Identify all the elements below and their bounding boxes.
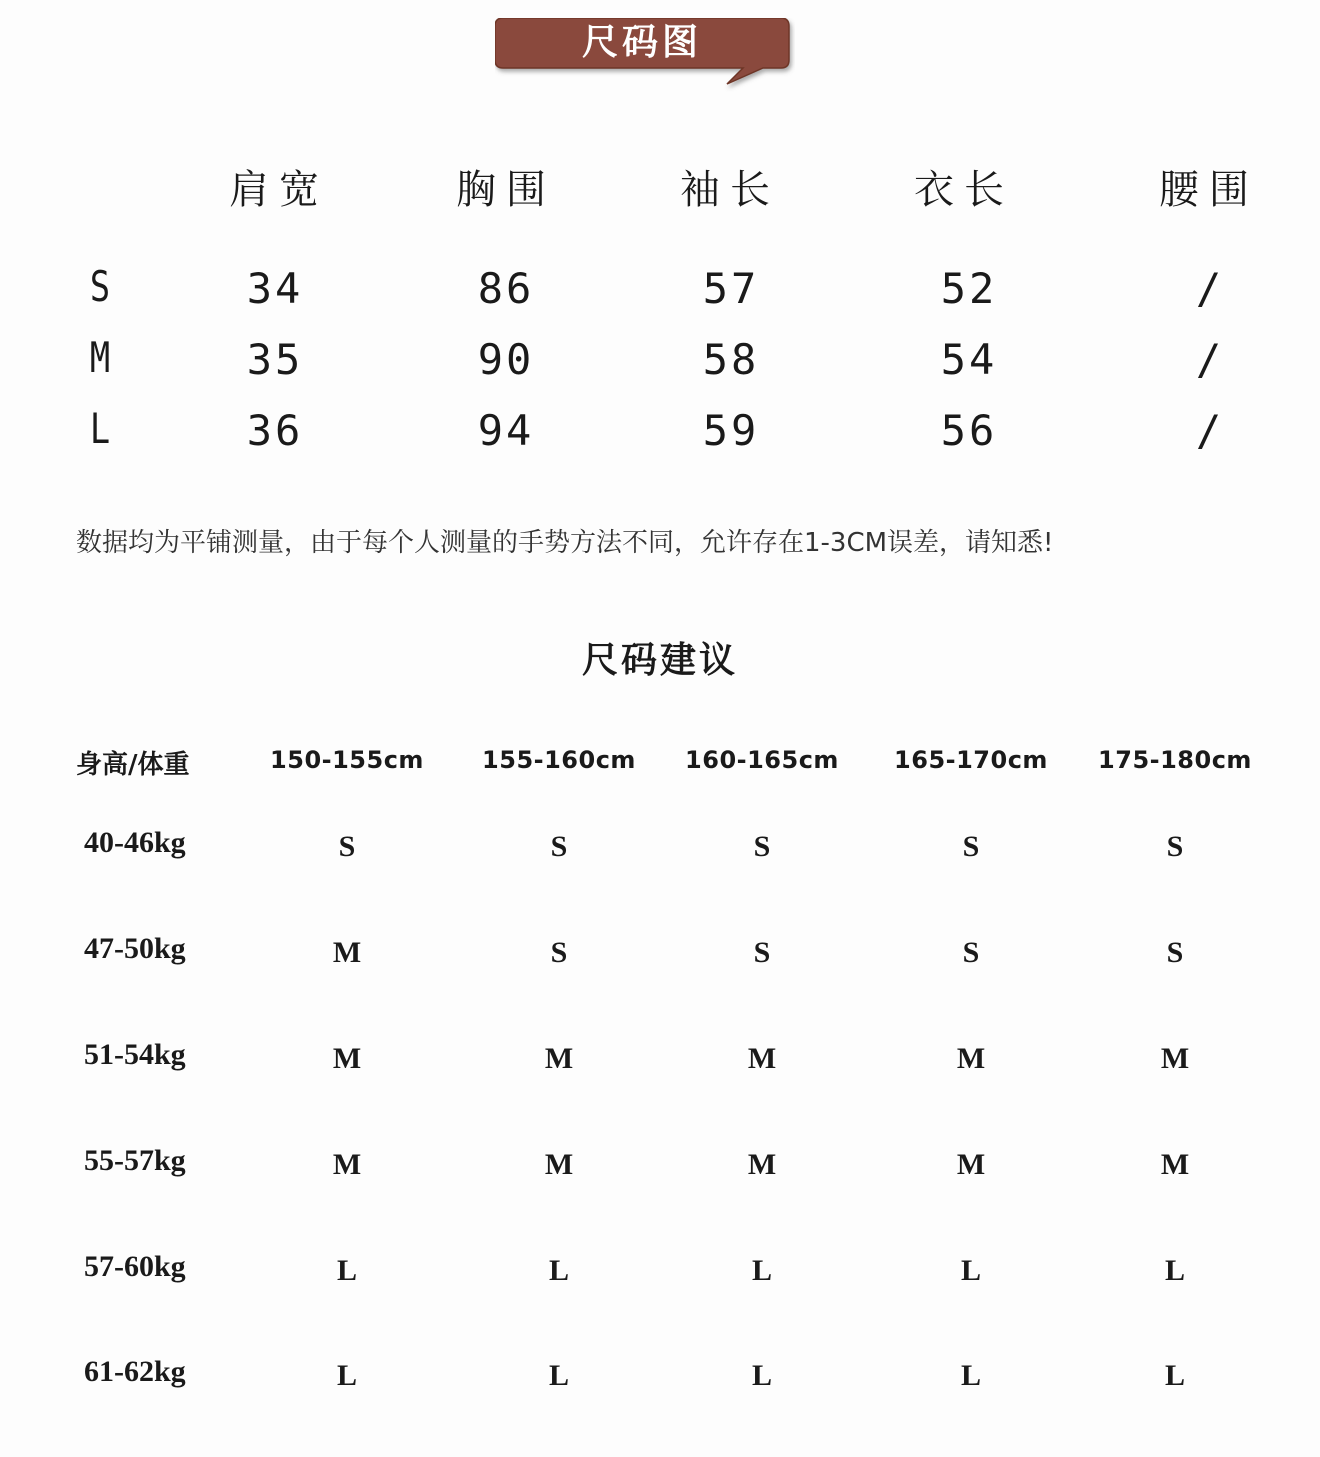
recommended-size-cell: M [956,1148,986,1181]
table-cell: 57 [702,264,760,313]
recommended-size-cell: S [338,830,356,863]
table-cell: 35 [246,335,304,384]
recommended-size-cell: S [753,936,771,969]
table-cell: 86 [477,264,535,313]
recommended-size-cell: M [544,1042,574,1075]
recommended-size-cell: S [1166,936,1184,969]
height-header: 160-165cm [685,746,839,774]
recommended-size-cell: L [1164,1254,1185,1287]
recommended-size-cell: L [1164,1359,1185,1392]
recommended-size-cell: L [751,1359,772,1392]
recommended-size-cell: S [550,936,568,969]
recommended-size-cell: S [962,830,980,863]
recommended-size-cell: S [753,830,771,863]
table-cell: 36 [246,406,304,455]
table-cell: 59 [702,406,760,455]
recommended-size-cell: M [332,1042,362,1075]
column-header-chest: 胸围 [456,167,556,213]
table-cell: 52 [940,264,998,313]
recommended-size-cell: L [336,1254,357,1287]
recommended-size-cell: L [336,1359,357,1392]
weight-label: 61-62kg [84,1355,186,1388]
size-label-s: S [89,262,111,311]
table-cell: / [1195,264,1225,313]
height-header: 155-160cm [482,746,636,774]
table-cell: 34 [246,264,304,313]
recommended-size-cell: M [332,936,362,969]
recommended-size-cell: M [1160,1148,1190,1181]
table-cell: 56 [940,406,998,455]
recommended-size-cell: S [962,936,980,969]
recommended-size-cell: M [544,1148,574,1181]
recommended-size-cell: M [956,1042,986,1075]
recommended-size-cell: M [1160,1042,1190,1075]
table-cell: 58 [702,335,760,384]
recommended-size-cell: S [550,830,568,863]
weight-label: 55-57kg [84,1144,186,1177]
weight-label: 57-60kg [84,1250,186,1283]
measurement-note: 数据均为平铺测量，由于每个人测量的手势方法不同，允许存在1-3CM误差，请知悉! [76,528,1054,558]
recommended-size-cell: L [548,1359,569,1392]
column-header-waist: 腰围 [1159,167,1259,213]
corner-header: 身高/体重 [76,750,190,780]
size-chart-banner [495,18,789,68]
height-header: 165-170cm [894,746,1048,774]
column-header-length: 衣长 [914,167,1014,213]
size-label-l: L [89,404,111,453]
table-cell: 54 [940,335,998,384]
column-header-sleeve: 袖长 [680,167,780,213]
recommended-size-cell: L [751,1254,772,1287]
recommended-size-cell: M [332,1148,362,1181]
column-header-shoulder: 肩宽 [229,167,329,213]
table-cell: / [1195,406,1225,455]
height-header: 175-180cm [1098,746,1252,774]
table-cell: 94 [477,406,535,455]
recommended-size-cell: M [747,1148,777,1181]
recommended-size-cell: S [1166,830,1184,863]
height-header: 150-155cm [270,746,424,774]
recommended-size-cell: M [747,1042,777,1075]
weight-label: 40-46kg [84,826,186,859]
size-label-m: M [89,333,111,382]
recommended-size-cell: L [960,1254,981,1287]
recommended-size-cell: L [548,1254,569,1287]
section-title-size-recommendation: 尺码建议 [581,640,738,681]
banner-title: 尺码图 [581,22,702,63]
table-cell: / [1195,335,1225,384]
weight-label: 47-50kg [84,932,186,965]
weight-label: 51-54kg [84,1038,186,1071]
table-cell: 90 [477,335,535,384]
recommended-size-cell: L [960,1359,981,1392]
